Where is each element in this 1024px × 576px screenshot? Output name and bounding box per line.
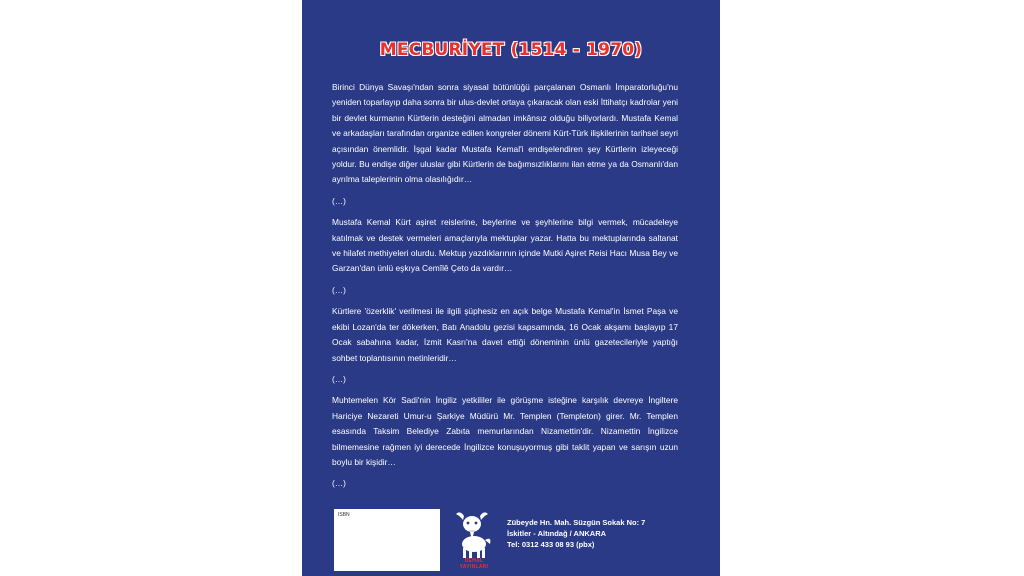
- goat-icon: [450, 510, 498, 560]
- publisher-logo-text: DEHAL YAYINLARI: [459, 558, 489, 570]
- blurb-ellipsis-1: (…): [332, 195, 346, 206]
- blurb-paragraph-1: Birinci Dünya Savaşı'ndan sonra siyasal bütünlüğü parçalanan Osmanlı İmparatorluğu'nu yeniden toparlayıp daha sonra bir ulus-devlet ortaya çıkaracak olan eski İttihatçı kadrolar yeni bir devlet kurmanın Kürtlerin desteğini almadan imkânsız olduğu biliyorlardı. Mustafa Kemal ve arkadaşları tarafından organize edilen kongreler dönemi Kürt-Türk ilişkilerinin tarihsel seyri açısından önemlidir. İşgal kadar Mustafa Kemal'i endişelendiren şey Kürtlerin izleyeceği yoldur. Bu endişe diğer uluslar gibi Kürtlerin de bağımsızlıklarını ilan etme ya da Osmanlı'dan ayrılma taleplerinin olma olasılığıdır…: [332, 82, 678, 185]
- address-line-1: Zübeyde Hn. Mah. Süzgün Sokak No: 7: [507, 518, 646, 527]
- publisher-logo: [450, 510, 498, 570]
- address-phone: Tel: 0312 433 08 93 (pbx): [507, 540, 595, 549]
- barcode-box: [334, 509, 440, 571]
- blurb-ellipsis-4: (…): [332, 478, 346, 489]
- blurb-paragraph-3: Kürtlere 'özerklik' verilmesi ile ilgili şüphesiz en açık belge Mustafa Kemal'in İsmet Paşa ve ekibi Lozan'da ter dökerken, Batı Anadolu gezisi kapsamında, 16 Ocak akşamı başlayıp 17 Ocak sabahına kadar, İzmit Kasrı'na davet ettiği döneminin ünlü gazetecileriyle yaptığı sohbet toplantısının metinleridir…: [332, 306, 678, 363]
- blurb-ellipsis-3: (…): [332, 373, 346, 384]
- blurb-text: [332, 80, 678, 498]
- publisher-address: [507, 517, 707, 550]
- back-cover: [302, 0, 720, 576]
- barcode-label: ISBN: [338, 512, 350, 518]
- blurb-ellipsis-2: (…): [332, 284, 346, 295]
- blurb-paragraph-4: Muhtemelen Kör Sadi'nin İngiliz yetkililer ile görüşme isteğine karşılık devreye İngiltere Hariciye Nezareti Umur-u Şarkiye Müdürü Mr. Templen (Templeton) girer. Mr. Templen esasında Taksim Belediye Zabıta memurlarından Nizamettin'dir. Nizamettin İngilizce bilmemesine rağmen iyi derecede İngilizce konuşuyormuş gibi taklit yapan ve sarışın uzun boylu bir kişidir…: [332, 395, 678, 467]
- address-line-2: İskitler - Altındağ / ANKARA: [507, 529, 607, 538]
- book-title: MECBURİYET (1514 - 1970): [379, 40, 643, 60]
- blurb-paragraph-2: Mustafa Kemal Kürt aşiret reislerine, beylerine ve şeyhlerine bilgi vermek, mücadeleye katılmak ve destek vermeleri amaçlarıyla mektuplar yazar. Hatta bu mektuplarında saltanat ve hilafet methiyeleri olurdu. Mektup yazdıklarının içinde Mutki Aşiret Reisi Hacı Musa Bey ve Garzan'dan ünlü eşkıya Cemîlê Çeto da vardır…: [332, 217, 678, 274]
